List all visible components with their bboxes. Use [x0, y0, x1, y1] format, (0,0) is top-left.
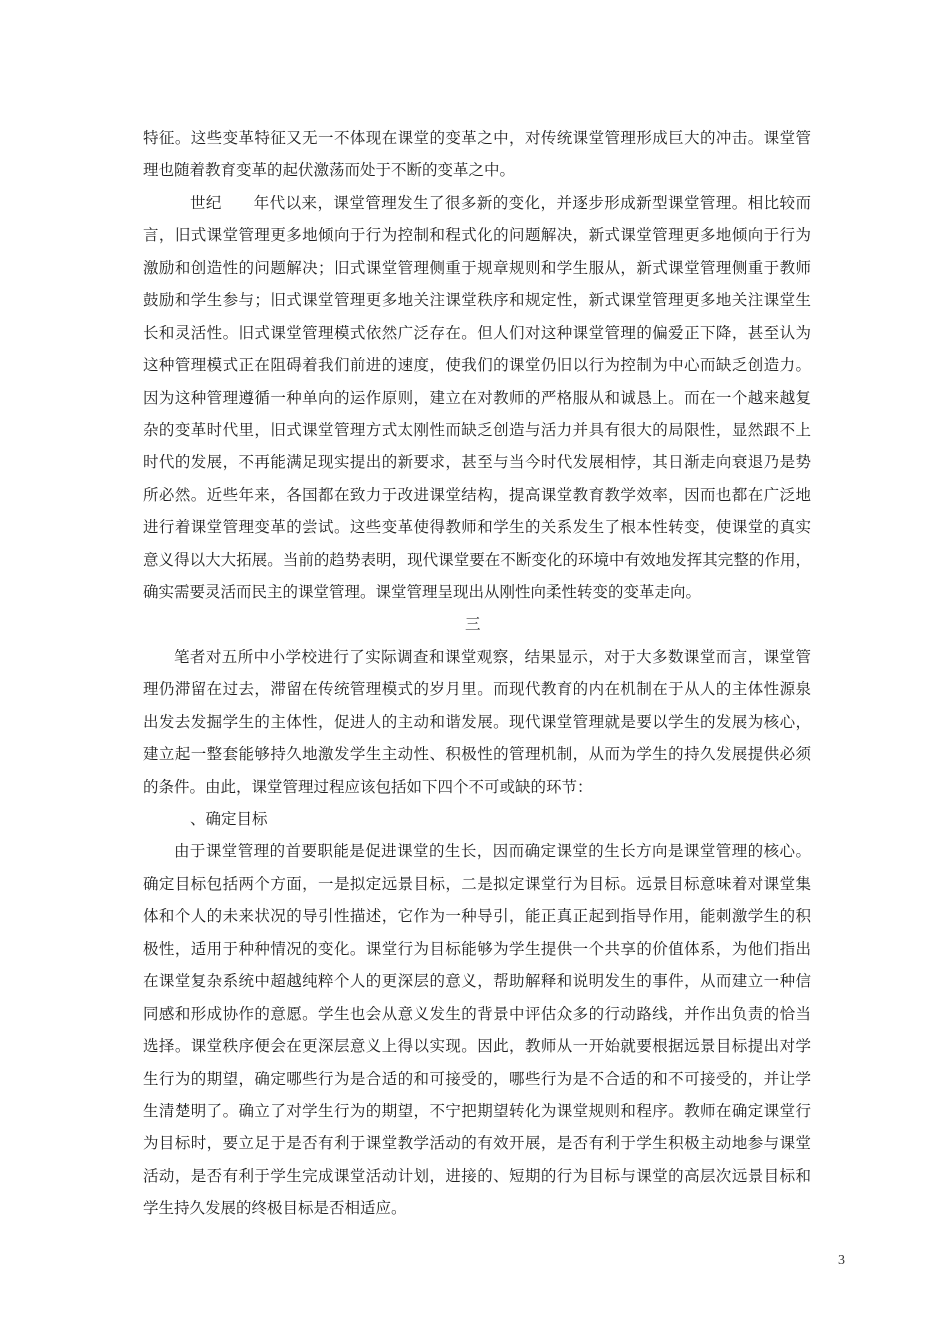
page-number: 3	[838, 1253, 845, 1268]
text-line: 为目标时，要立足于是否有利于课堂教学活动的有效开展，是否有利于学生积极主动地参与课堂	[143, 1134, 811, 1152]
subsection-heading: 、确定目标	[190, 810, 268, 828]
text-line: 出发去发掘学生的主体性，促进人的主动和谐发展。现代课堂管理就是要以学生的发展为核心，	[143, 713, 811, 731]
text-line: 同感和形成协作的意愿。学生也会从意义发生的背景中评估众多的行动路线，并作出负责的恰当	[143, 1005, 811, 1023]
text-line: 极性，适用于种种情况的变化。课堂行为目标能够为学生提供一个共享的价值体系，为他们指出	[143, 940, 811, 958]
text-line: 这种管理模式正在阻碍着我们前进的速度，使我们的课堂仍旧以行为控制为中心而缺乏创造力。	[143, 356, 811, 374]
text-line: 学生持久发展的终极目标是否相适应。	[143, 1199, 407, 1217]
text-line: 笔者对五所中小学校进行了实际调查和课堂观察，结果显示，对于大多数课堂而言，课堂管	[174, 648, 811, 666]
section-heading: 三	[465, 615, 481, 633]
text-line: 选择。课堂秩序便会在更深层意义上得以实现。因此，教师从一开始就要根据远景目标提出对学	[143, 1037, 811, 1055]
text-line: 世纪 年代以来，课堂管理发生了很多新的变化，并逐步形成新型课堂管理。相比较而	[190, 194, 811, 212]
text-line: 特征。这些变革特征又无一不体现在课堂的变革之中，对传统课堂管理形成巨大的冲击。课堂管	[143, 129, 811, 147]
text-line: 理仍滞留在过去，滞留在传统管理模式的岁月里。而现代教育的内在机制在于从人的主体性源泉	[143, 680, 811, 698]
text-line: 理也随着教育变革的起伏激荡而处于不断的变革之中。	[143, 161, 516, 179]
text-line: 生行为的期望，确定哪些行为是合适的和可接受的，哪些行为是不合适的和不可接受的，并让学	[143, 1070, 811, 1088]
text-line: 进行着课堂管理变革的尝试。这些变革使得教师和学生的关系发生了根本性转变，使课堂的真实	[143, 518, 811, 536]
text-line: 意义得以大大拓展。当前的趋势表明，现代课堂要在不断变化的环境中有效地发挥其完整的作用，	[143, 551, 811, 569]
text-line: 在课堂复杂系统中超越纯粹个人的更深层的意义，帮助解释和说明发生的事件，从而建立一种信	[143, 972, 811, 990]
text-line: 生清楚明了。确立了对学生行为的期望，不宁把期望转化为课堂规则和程序。教师在确定课堂行	[143, 1102, 811, 1120]
text-line: 活动，是否有利于学生完成课堂活动计划，进接的、短期的行为目标与课堂的高层次远景目标和	[143, 1167, 811, 1185]
text-line: 的条件。由此，课堂管理过程应该包括如下四个不可或缺的环节：	[143, 778, 593, 796]
text-line: 确定目标包括两个方面，一是拟定远景目标，二是拟定课堂行为目标。远景目标意味着对课堂集	[143, 875, 811, 893]
text-line: 所必然。近些年来，各国都在致力于改进课堂结构，提高课堂教育教学效率，因而也都在广泛地	[143, 486, 811, 504]
text-line: 时代的发展，不再能满足现实提出的新要求，甚至与当今时代发展相悖，其日渐走向衰退乃是势	[143, 453, 811, 471]
text-line: 鼓励和学生参与；旧式课堂管理更多地关注课堂秩序和规定性，新式课堂管理更多地关注课堂生	[143, 291, 811, 309]
text-line: 由于课堂管理的首要职能是促进课堂的生长，因而确定课堂的生长方向是课堂管理的核心。	[174, 842, 811, 860]
text-line: 建立起一整套能够持久地激发学生主动性、积极性的管理机制，从而为学生的持久发展提供必须	[143, 745, 811, 763]
text-line: 激励和创造性的问题解决；旧式课堂管理侧重于规章规则和学生服从，新式课堂管理侧重于教师	[143, 259, 811, 277]
text-line: 杂的变革时代里，旧式课堂管理方式太刚性而缺乏创造与活力并具有很大的局限性，显然跟不上	[143, 421, 811, 439]
text-line: 因为这种管理遵循一种单向的运作原则，建立在对教师的严格服从和诚恳上。而在一个越来越复	[143, 389, 811, 407]
text-line: 言，旧式课堂管理更多地倾向于行为控制和程式化的问题解决，新式课堂管理更多地倾向于行为	[143, 226, 811, 244]
text-line: 体和个人的未来状况的导引性描述，它作为一种导引，能正真正起到指导作用，能刺激学生的积	[143, 907, 811, 925]
text-line: 确实需要灵活而民主的课堂管理。课堂管理呈现出从刚性向柔性转变的变革走向。	[143, 583, 702, 601]
text-line: 长和灵活性。旧式课堂管理模式依然广泛存在。但人们对这种课堂管理的偏爱正下降，甚至认为	[143, 324, 811, 342]
